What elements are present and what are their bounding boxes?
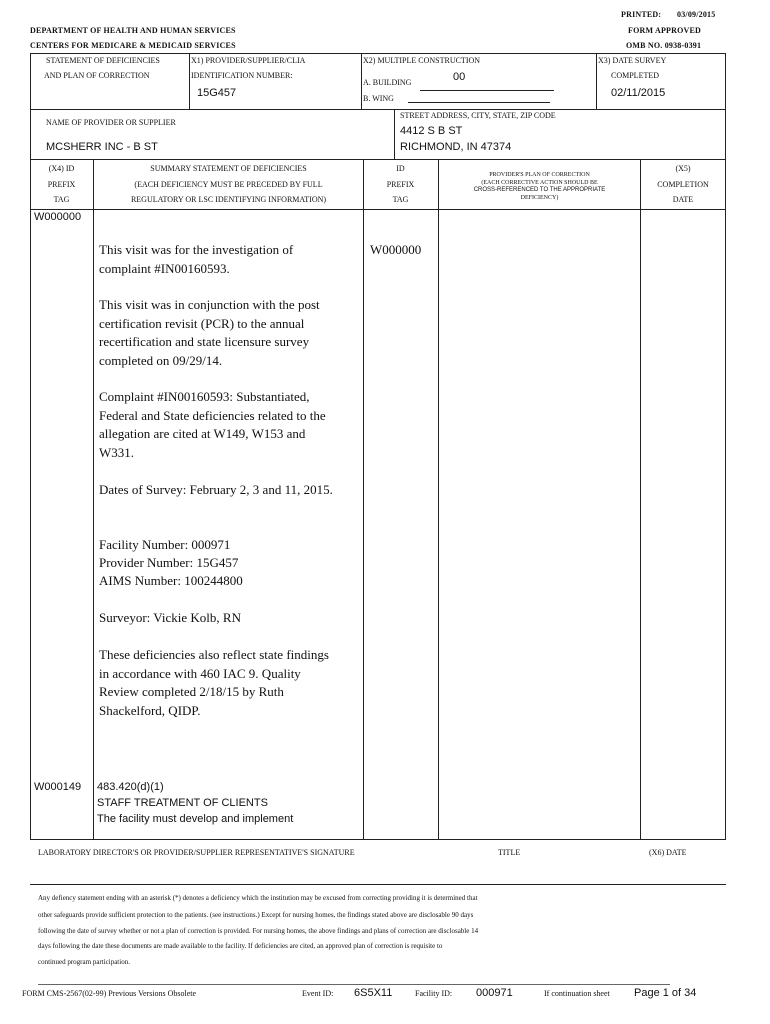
paragraph-pcr: This visit was in conjunction with the post certification revisit (PCR) to the annual recertification and state licensure survey completed on 09/29/14. — [99, 297, 320, 368]
form-number: FORM CMS-2567(02-99) Previous Versions Obsolete — [22, 989, 197, 998]
wing-label: B. WING — [363, 94, 394, 103]
provider-name-value: MCSHERR INC - B ST — [46, 141, 158, 153]
staff-treatment-heading: STAFF TREATMENT OF CLIENTS — [97, 797, 268, 809]
building-label: A. BUILDING — [363, 78, 412, 87]
aims-number: AIMS Number: 100244800 — [99, 573, 243, 588]
summary-header-3: REGULATORY OR LSC IDENTIFYING INFORMATION) — [130, 195, 327, 204]
facility-number: Facility Number: 000971 — [99, 537, 231, 552]
omb-number: OMB NO. 0938-0391 — [626, 41, 702, 50]
id-header-1: ID — [396, 164, 405, 173]
paragraph-complaint: Complaint #IN00160593: Substantiated, Federal and State deficiencies related to the allegation are cited at W149, W153 and W331. — [99, 389, 326, 460]
page-number: Page 1 of 34 — [634, 987, 697, 999]
footnote-line-5: continued program participation. — [38, 958, 130, 966]
signature-date-label: (X6) DATE — [649, 848, 687, 857]
x4-header-3: TAG — [53, 195, 70, 204]
provider-name-label: NAME OF PROVIDER OR SUPPLIER — [46, 118, 176, 127]
row-tag-w000000: W000000 — [34, 211, 82, 223]
paragraph-visit-purpose: This visit was for the investigation of complaint #IN00160593. — [99, 242, 294, 276]
building-value: 00 — [453, 71, 466, 83]
date-survey-label-2: COMPLETED — [611, 71, 659, 80]
printed-date: 03/09/2015 — [677, 10, 716, 19]
facility-id-value: 000971 — [476, 987, 513, 999]
row-id-tag-w000000: W000000 — [370, 242, 422, 257]
summary-header-1: SUMMARY STATEMENT OF DEFICIENCIES — [150, 164, 307, 173]
surveyor: Surveyor: Vickie Kolb, RN — [99, 610, 241, 625]
date-survey-value: 02/11/2015 — [611, 87, 666, 99]
provider-id-value: 15G457 — [197, 87, 237, 99]
footnote-line-2: other safeguards provide sufficient protection to the patients. (see instructions.) Except for nursing homes, the findings stated above are disclosable 90 days — [38, 911, 474, 919]
address-line-2: RICHMOND, IN 47374 — [400, 141, 512, 153]
footnote-line-1: Any defiency statement ending with an asterisk (*) denotes a deficiency which the institution may be excused from correcting providing it is determined that — [38, 894, 478, 902]
footnote-line-3: following the date of survey whether or not a plan of correction is provided. For nursing homes, the above findings and plans of correction are disclosable 14 — [38, 927, 479, 935]
paragraph-state-findings: These deficiencies also reflect state findings in accordance with 460 IAC 9. Quality Review completed 2/18/15 by Ruth Shackelford, QIDP. — [99, 647, 329, 718]
event-id-value: 6S5X11 — [354, 987, 393, 999]
department-heading: DEPARTMENT OF HEALTH AND HUMAN SERVICES — [30, 26, 236, 35]
signature-label: LABORATORY DIRECTOR'S OR PROVIDER/SUPPLIER REPRESENTATIVE'S SIGNATURE — [38, 848, 355, 857]
address-line-1: 4412 S B ST — [400, 125, 463, 137]
plan-header-2: (EACH CORRECTIVE ACTION SHOULD BE — [481, 180, 598, 186]
address-label: STREET ADDRESS, CITY, STATE, ZIP CODE — [400, 111, 556, 120]
id-header-3: TAG — [392, 195, 409, 204]
paragraph-dates: Dates of Survey: February 2, 3 and 11, 2015. — [99, 482, 333, 497]
facility-id-label: Facility ID: — [415, 989, 453, 998]
provider-label-2: IDENTIFICATION NUMBER: — [191, 71, 293, 80]
event-id-label: Event ID: — [302, 989, 334, 998]
x5-header-2: COMPLETION — [657, 180, 709, 189]
provider-number: Provider Number: 15G457 — [99, 555, 239, 570]
plan-header-3: CROSS-REFERENCED TO THE APPROPRIATE — [473, 187, 606, 193]
centers-heading: CENTERS FOR MEDICARE & MEDICAID SERVICES — [30, 41, 236, 50]
statement-label-1: STATEMENT OF DEFICIENCIES — [46, 56, 160, 65]
form-approved: FORM APPROVED — [628, 26, 702, 35]
x5-header-3: DATE — [672, 195, 694, 204]
row-tag-w000149: W000149 — [34, 781, 82, 793]
statement-label-2: AND PLAN OF CORRECTION — [44, 71, 150, 80]
x5-header-1: (X5) — [675, 164, 691, 173]
facility-must-text: The facility must develop and implement — [97, 813, 294, 825]
title-label: TITLE — [498, 848, 521, 857]
plan-header-4: DEFICIENCY) — [520, 195, 559, 201]
summary-header-2: (EACH DEFICIENCY MUST BE PRECEDED BY FULL — [134, 180, 323, 189]
regulation-number: 483.420(d)(1) — [97, 781, 164, 793]
x4-header-2: PREFIX — [47, 180, 76, 189]
footnote-line-4: days following the date these documents are made available to the facility. If deficiencies are cited, an approved plan of correction is requisite to — [38, 942, 443, 950]
provider-label-1: X1) PROVIDER/SUPPLIER/CLIA — [191, 56, 306, 65]
printed-label: PRINTED: — [621, 10, 662, 19]
continuation-label: If continuation sheet — [544, 989, 610, 998]
plan-header-1: PROVIDER'S PLAN OF CORRECTION — [489, 172, 590, 178]
date-survey-label-1: X3) DATE SURVEY — [598, 56, 667, 65]
x4-header-1: (X4) ID — [48, 164, 75, 173]
id-header-2: PREFIX — [386, 180, 415, 189]
multiple-construction-label: X2) MULTIPLE CONSTRUCTION — [363, 56, 481, 65]
